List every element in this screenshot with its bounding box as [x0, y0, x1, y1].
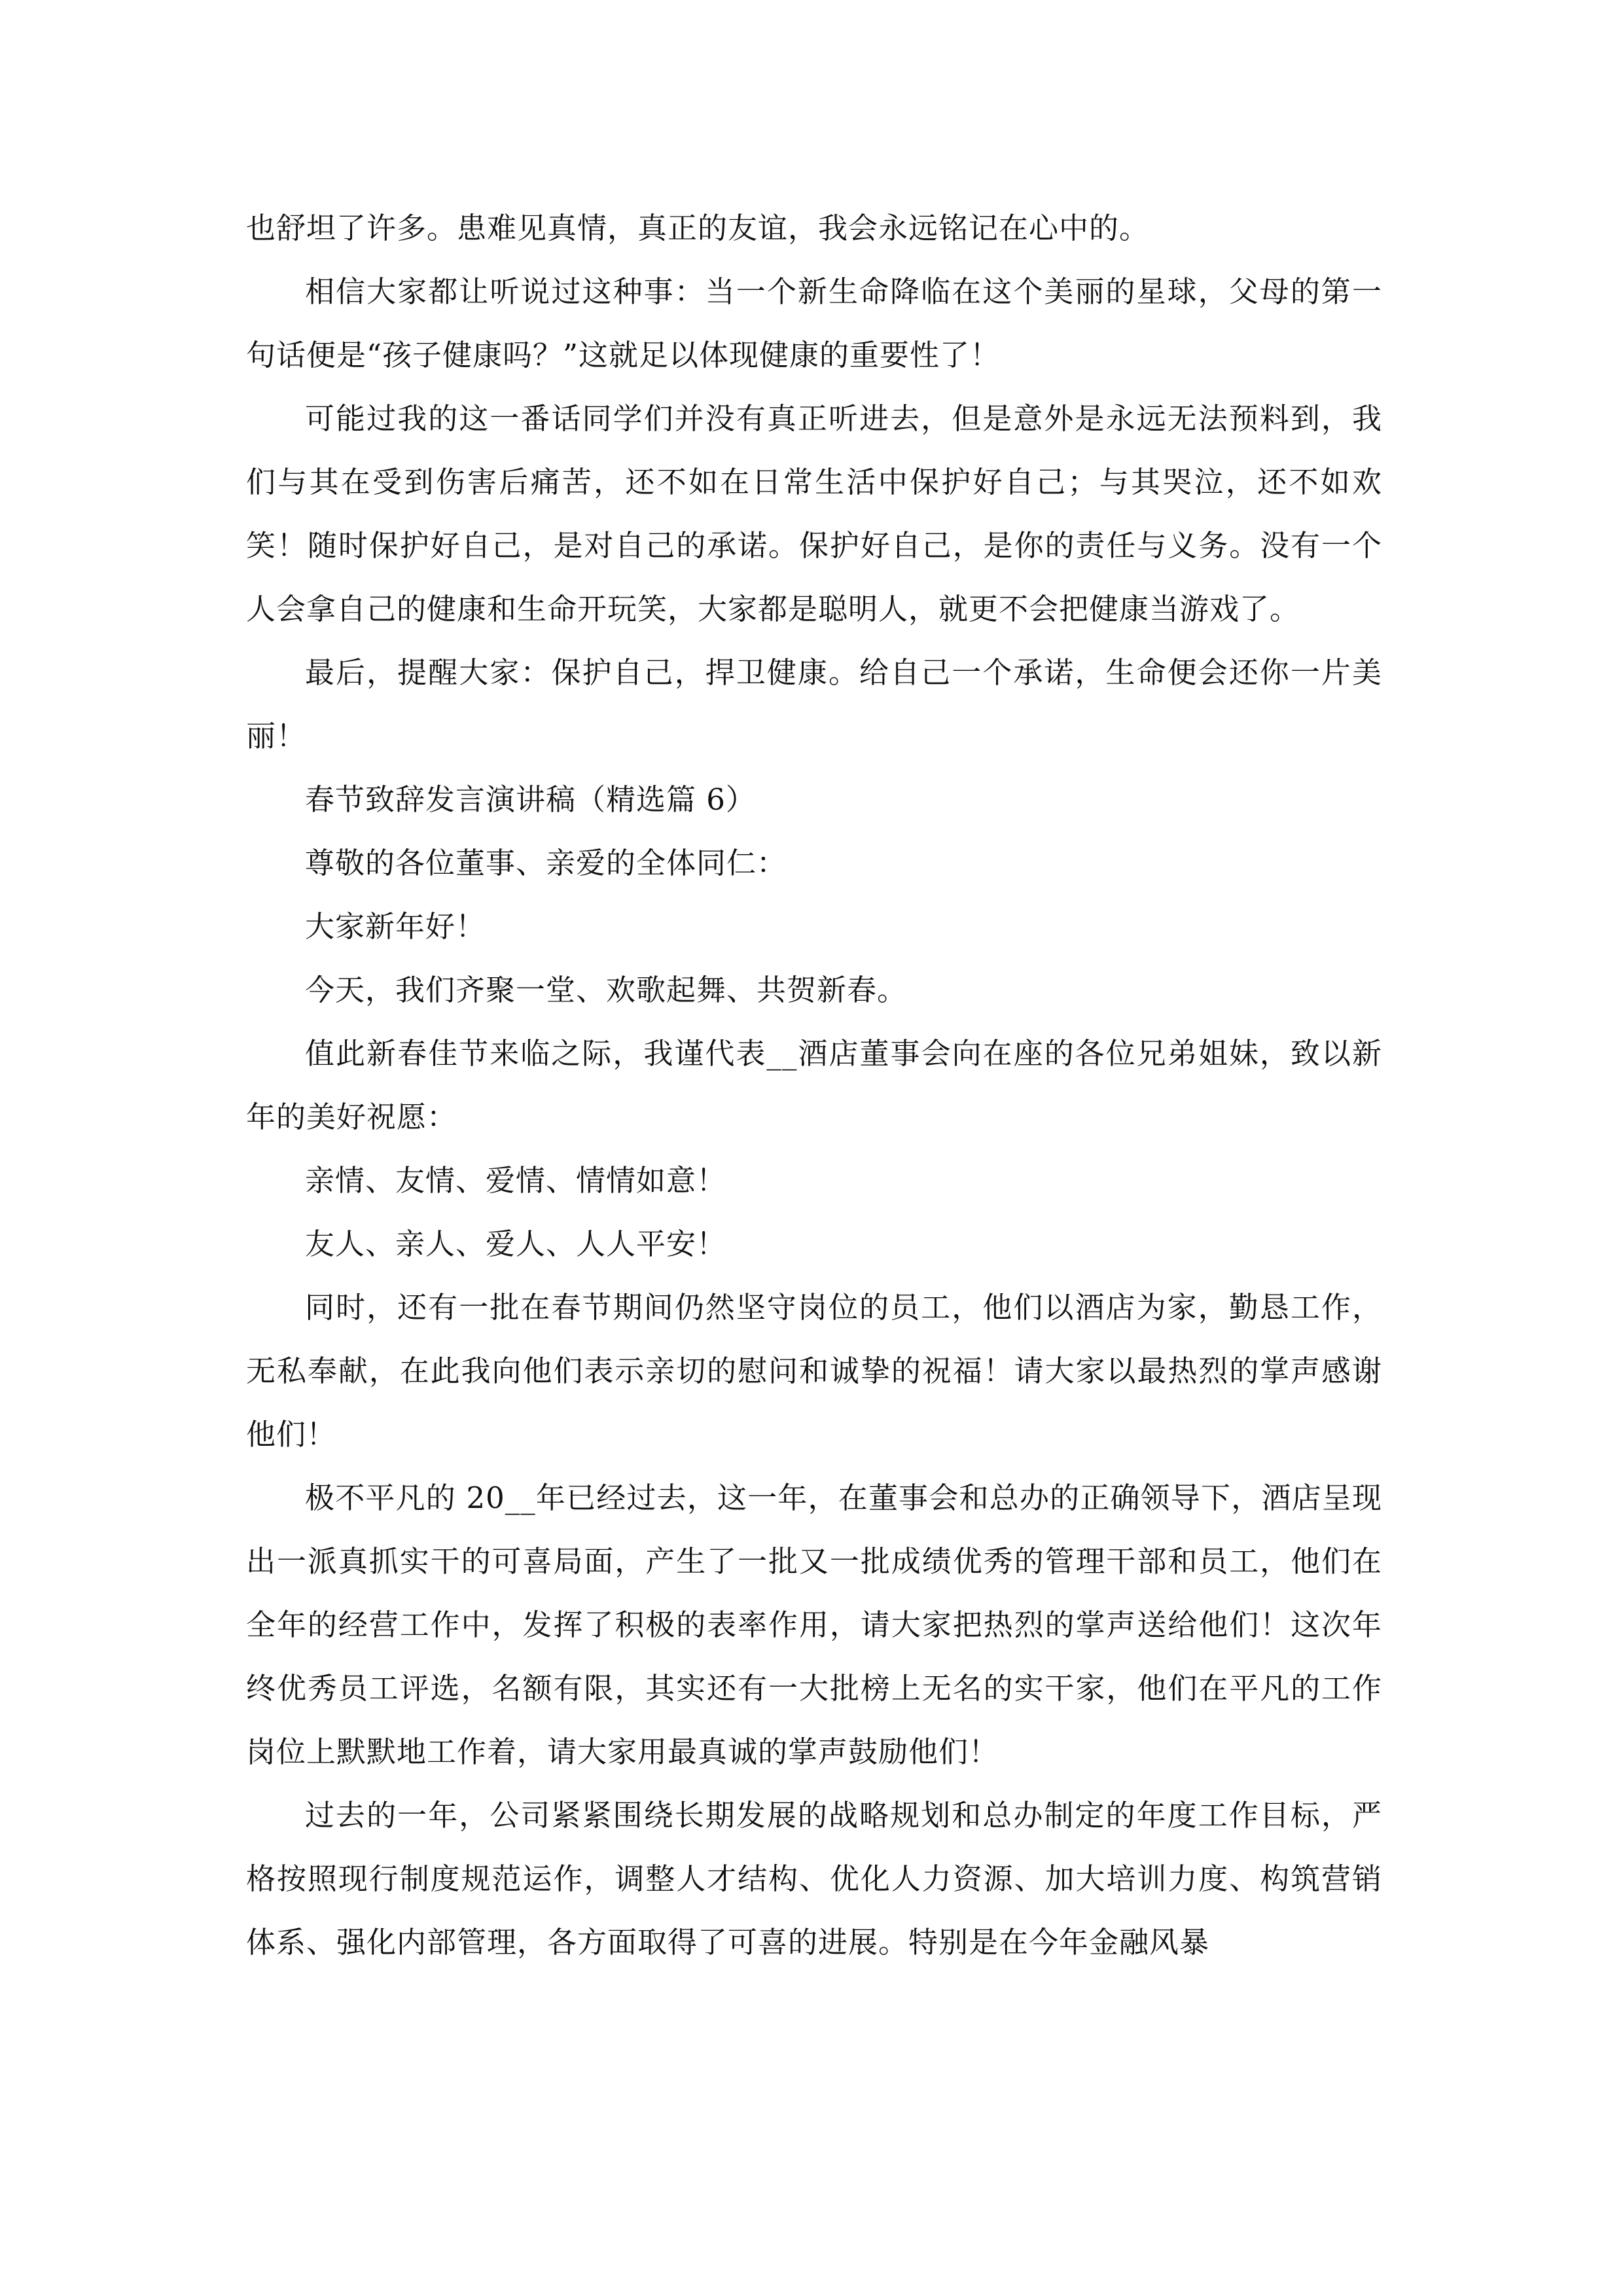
paragraph: 同时，还有一批在春节期间仍然坚守岗位的员工，他们以酒店为家，勤恳工作，无私奉献，在此我向他们表示亲切的慰问和诚挚的祝福！请大家以最热烈的掌声感谢他们！: [246, 1290, 1382, 1452]
paragraph-continuation: 也舒坦了许多。患难见真情，真正的友谊，我会永远铭记在心中的。: [246, 211, 1150, 245]
paragraph: 值此新春佳节来临之际，我谨代表__酒店董事会向在座的各位兄弟姐妹，致以新年的美好祝愿：: [246, 1036, 1382, 1134]
paragraph: 可能过我的这一番话同学们并没有真正听进去，但是意外是永远无法预料到，我们与其在受到伤害后痛苦，还不如在日常生活中保护好自己；与其哭泣，还不如欢笑！随时保护好自己，是对自己的承诺。保护好自己，是你的责任与义务。没有一个人会拿自己的健康和生命开玩笑，大家都是聪明人，就更不会把健康当游戏了。: [246, 401, 1382, 626]
paragraph: 今天，我们齐聚一堂、欢歌起舞、共贺新春。: [305, 973, 908, 1007]
section-heading: 春节致辞发言演讲稿（精选篇 6）: [305, 782, 756, 817]
salutation: 尊敬的各位董事、亲爱的全体同仁：: [305, 846, 787, 880]
greeting: 大家新年好！: [305, 909, 486, 944]
document-body: [246, 196, 1382, 1974]
paragraph: 过去的一年，公司紧紧围绕长期发展的战略规划和总办制定的年度工作目标，严格按照现行制度规范运作，调整人才结构、优化人力资源、加大培训力度、构筑营销体系、强化内部管理，各方面取得了可喜的进展。特别是在今年金融风暴: [246, 1798, 1382, 1960]
wish-line: 友人、亲人、爱人、人人平安！: [305, 1227, 727, 1261]
wish-line: 亲情、友情、爱情、情情如意！: [305, 1163, 727, 1198]
paragraph: 最后，提醒大家：保护自己，捍卫健康。给自己一个承诺，生命便会还你一片美丽！: [246, 655, 1382, 753]
paragraph: 相信大家都让听说过这种事：当一个新生命降临在这个美丽的星球，父母的第一句话便是“孩子健康吗？”这就足以体现健康的重要性了！: [246, 274, 1382, 372]
paragraph: 极不平凡的 20__年已经过去，这一年，在董事会和总办的正确领导下，酒店呈现出一派真抓实干的可喜局面，产生了一批又一批成绩优秀的管理干部和员工，他们在全年的经营工作中，发挥了积极的表率作用，请大家把热烈的掌声送给他们！这次年终优秀员工评选，名额有限，其实还有一大批榜上无名的实干家，他们在平凡的工作岗位上默默地工作着，请大家用最真诚的掌声鼓励他们！: [246, 1480, 1382, 1769]
